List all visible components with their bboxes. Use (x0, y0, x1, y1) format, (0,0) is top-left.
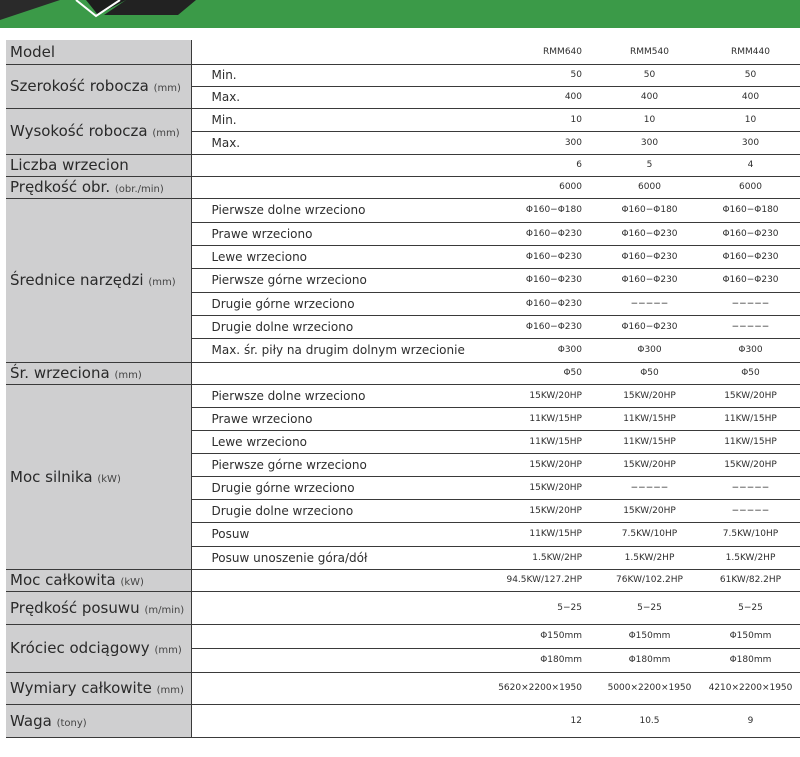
spec-value: 15KW/20HP (598, 453, 701, 476)
spec-value: Φ300 (495, 338, 598, 362)
banner-graphic (0, 0, 800, 24)
spec-value: 15KW/20HP (495, 453, 598, 476)
spec-value: −−−−− (701, 315, 800, 338)
row-label: Lewe wrzeciono (191, 245, 495, 268)
spec-value: 12 (495, 704, 598, 737)
spec-value: 15KW/20HP (598, 499, 701, 522)
spec-value: Φ160−Φ230 (495, 245, 598, 268)
spec-value: 11KW/15HP (598, 407, 701, 430)
spec-value: −−−−− (701, 292, 800, 315)
category-cell (6, 64, 191, 108)
category-name: Króciec odciągowy (10, 639, 150, 657)
spec-row (6, 176, 800, 198)
spec-value: 15KW/20HP (495, 476, 598, 499)
spec-row (6, 672, 800, 704)
spec-value: 6 (495, 154, 598, 176)
spec-value: 11KW/15HP (701, 407, 800, 430)
row-label: Max. (191, 131, 495, 154)
category-cell (6, 624, 191, 672)
spec-value: 11KW/15HP (701, 430, 800, 453)
category-name: Wysokość robocza (10, 122, 148, 140)
category-unit: (mm) (114, 370, 142, 381)
category-cell (6, 704, 191, 737)
spec-value: 61KW/82.2HP (701, 569, 800, 591)
spec-value: 1.5KW/2HP (701, 546, 800, 569)
row-label (191, 154, 495, 176)
category-cell (6, 362, 191, 384)
row-label: Drugie górne wrzeciono (191, 292, 495, 315)
spec-value: 400 (701, 86, 800, 108)
category-cell (6, 154, 191, 176)
spec-value: 11KW/15HP (495, 407, 598, 430)
spec-value: Φ50 (701, 362, 800, 384)
spec-value: Φ160−Φ180 (701, 198, 800, 222)
category-name: Śr. wrzeciona (10, 364, 110, 382)
spec-row (6, 384, 800, 407)
row-label: Posuw (191, 522, 495, 546)
spec-value: 5−25 (495, 591, 598, 624)
spec-value: 5000×2200×1950 (598, 672, 701, 704)
row-label: Pierwsze dolne wrzeciono (191, 198, 495, 222)
spec-value: 11KW/15HP (495, 430, 598, 453)
spec-value: Φ180mm (495, 648, 598, 672)
category-unit: (mm) (152, 128, 180, 139)
category-unit: (mm) (154, 645, 182, 656)
row-label (191, 591, 495, 624)
header-label: Model (6, 40, 191, 64)
row-label: Pierwsze dolne wrzeciono (191, 384, 495, 407)
row-label: Drugie dolne wrzeciono (191, 315, 495, 338)
spec-value: 15KW/20HP (598, 384, 701, 407)
spec-row (6, 624, 800, 648)
spec-value: 15KW/20HP (701, 453, 800, 476)
spec-value: 7.5KW/10HP (598, 522, 701, 546)
spec-value: Φ160−Φ230 (598, 315, 701, 338)
spec-value: 6000 (495, 176, 598, 198)
spec-value: Φ160−Φ230 (701, 245, 800, 268)
spec-value: Φ50 (598, 362, 701, 384)
category-cell (6, 198, 191, 362)
spec-value: 9 (701, 704, 800, 737)
spec-value: 15KW/20HP (495, 499, 598, 522)
spec-value: −−−−− (598, 292, 701, 315)
spec-value: Φ160−Φ180 (495, 198, 598, 222)
spec-value: 11KW/15HP (495, 522, 598, 546)
header-banner (0, 0, 800, 28)
spec-value: 50 (701, 64, 800, 86)
spec-value: 300 (598, 131, 701, 154)
spec-value: −−−−− (598, 476, 701, 499)
category-cell (6, 176, 191, 198)
category-cell (6, 569, 191, 591)
spec-value: Φ150mm (701, 624, 800, 648)
spec-value: 10 (598, 108, 701, 131)
spec-row (6, 198, 800, 222)
category-name: Moc silnika (10, 467, 93, 486)
spec-row (6, 362, 800, 384)
spec-value: 7.5KW/10HP (701, 522, 800, 546)
spec-value: 50 (495, 64, 598, 86)
category-unit: (obr./min) (114, 184, 164, 195)
spec-value: Φ160−Φ230 (495, 222, 598, 245)
category-unit: (kW) (97, 473, 121, 485)
category-name: Moc całkowita (10, 571, 116, 589)
spec-row (6, 108, 800, 131)
spec-value: 4210×2200×1950 (701, 672, 800, 704)
header-blank (191, 40, 495, 64)
category-name: Prędkość obr. (10, 178, 111, 196)
category-unit: (mm) (156, 685, 184, 696)
spec-value: 1.5KW/2HP (495, 546, 598, 569)
spec-value: 400 (495, 86, 598, 108)
spec-value: 15KW/20HP (701, 384, 800, 407)
spec-value: Φ160−Φ230 (495, 292, 598, 315)
row-label: Pierwsze górne wrzeciono (191, 268, 495, 292)
spec-value: 6000 (598, 176, 701, 198)
spec-value: Φ50 (495, 362, 598, 384)
spec-row (6, 64, 800, 86)
row-label (191, 672, 495, 704)
spec-value: 10.5 (598, 704, 701, 737)
spec-value: Φ300 (598, 338, 701, 362)
row-label: Posuw unoszenie góra/dół (191, 546, 495, 569)
spec-row (6, 154, 800, 176)
model-name: RMM440 (701, 40, 800, 64)
spec-value: 94.5KW/127.2HP (495, 569, 598, 591)
spec-value: Φ160−Φ230 (598, 222, 701, 245)
spec-row (6, 591, 800, 624)
spec-table (6, 40, 800, 738)
category-cell (6, 672, 191, 704)
category-unit: (kW) (120, 577, 144, 588)
spec-value: 400 (598, 86, 701, 108)
spec-value: 15KW/20HP (495, 384, 598, 407)
row-label (191, 624, 495, 648)
spec-value: 300 (495, 131, 598, 154)
spec-value: 5−25 (598, 591, 701, 624)
spec-value: 5 (598, 154, 701, 176)
row-label: Max. (191, 86, 495, 108)
spec-value: Φ150mm (495, 624, 598, 648)
spec-value: 10 (495, 108, 598, 131)
spec-value: Φ180mm (701, 648, 800, 672)
model-name: RMM640 (495, 40, 598, 64)
spec-value: Φ160−Φ180 (598, 198, 701, 222)
row-label: Lewe wrzeciono (191, 430, 495, 453)
spec-value: Φ150mm (598, 624, 701, 648)
spec-value: 5−25 (701, 591, 800, 624)
spec-value: 10 (701, 108, 800, 131)
category-name: Szerokość robocza (10, 77, 149, 95)
spec-value: Φ160−Φ230 (701, 268, 800, 292)
category-cell (6, 384, 191, 569)
spec-value: 5620×2200×1950 (495, 672, 598, 704)
spec-value: 4 (701, 154, 800, 176)
category-unit: (tony) (56, 717, 87, 729)
row-label: Min. (191, 108, 495, 131)
row-label (191, 569, 495, 591)
row-label: Min. (191, 64, 495, 86)
spec-value: Φ160−Φ230 (495, 315, 598, 338)
row-label (191, 648, 495, 672)
spec-value: 1.5KW/2HP (598, 546, 701, 569)
row-label (191, 704, 495, 737)
row-label: Prawe wrzeciono (191, 222, 495, 245)
category-cell (6, 591, 191, 624)
category-name: Liczba wrzecion (10, 156, 129, 174)
spec-value: 50 (598, 64, 701, 86)
category-unit: (mm) (153, 83, 181, 94)
spec-value: Φ160−Φ230 (598, 268, 701, 292)
spec-value: Φ160−Φ230 (495, 268, 598, 292)
spec-value: Φ300 (701, 338, 800, 362)
row-label (191, 176, 495, 198)
row-label: Max. śr. piły na drugim dolnym wrzecionie (191, 338, 495, 362)
spec-value: 300 (701, 131, 800, 154)
row-label (191, 362, 495, 384)
spec-value: 76KW/102.2HP (598, 569, 701, 591)
row-label: Drugie dolne wrzeciono (191, 499, 495, 522)
row-label: Pierwsze górne wrzeciono (191, 453, 495, 476)
category-unit: (mm) (148, 277, 176, 288)
category-cell (6, 108, 191, 154)
spec-row (6, 704, 800, 737)
row-label: Drugie górne wrzeciono (191, 476, 495, 499)
spec-row (6, 569, 800, 591)
spec-value: −−−−− (701, 499, 800, 522)
category-name: Waga (10, 711, 52, 730)
spec-value: 11KW/15HP (598, 430, 701, 453)
header-row (6, 40, 800, 64)
category-name: Wymiary całkowite (10, 679, 152, 697)
row-label: Prawe wrzeciono (191, 407, 495, 430)
spec-value: Φ180mm (598, 648, 701, 672)
model-name: RMM540 (598, 40, 701, 64)
category-unit: (m/min) (144, 604, 185, 616)
category-name: Prędkość posuwu (10, 598, 140, 617)
spec-value: 6000 (701, 176, 800, 198)
category-name: Średnice narzędzi (10, 271, 144, 289)
spec-value: Φ160−Φ230 (598, 245, 701, 268)
spec-value: Φ160−Φ230 (701, 222, 800, 245)
spec-value: −−−−− (701, 476, 800, 499)
